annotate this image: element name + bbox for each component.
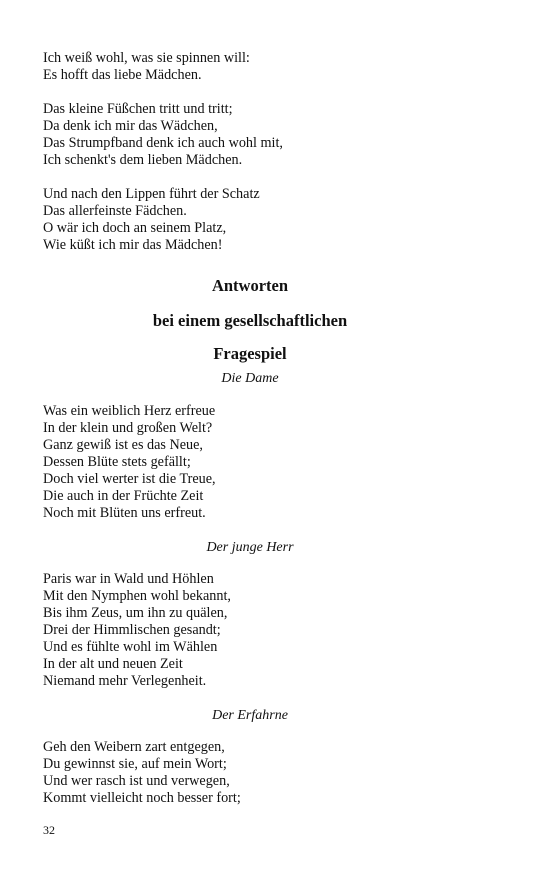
- verse-line: Wie küßt ich mir das Mädchen!: [43, 237, 223, 253]
- verse-line: Das Strumpfband denk ich auch wohl mit,: [43, 135, 283, 151]
- verse-line: Da denk ich mir das Wädchen,: [43, 118, 218, 134]
- speaker-heading: Die Dame: [221, 371, 279, 386]
- verse-line: Kommt vielleicht noch besser fort;: [43, 790, 241, 806]
- speaker-heading: Der junge Herr: [206, 540, 294, 555]
- speaker-heading: Der Erfahrne: [212, 708, 288, 723]
- verse-line: Und nach den Lippen führt der Schatz: [43, 186, 260, 202]
- page-number: 32: [43, 823, 55, 837]
- verse-line: Und es fühlte wohl im Wählen: [43, 639, 218, 655]
- verse-line: Du gewinnst sie, auf mein Wort;: [43, 756, 227, 772]
- verse-line: Mit den Nymphen wohl bekannt,: [43, 588, 231, 604]
- verse-line: Was ein weiblich Herz erfreue: [43, 403, 216, 419]
- verse-line: Drei der Himmlischen gesandt;: [43, 622, 221, 638]
- verse-line: Ich schenkt's dem lieben Mädchen.: [43, 152, 243, 168]
- verse-line: In der alt und neuen Zeit: [43, 656, 183, 672]
- poem-title-line-3: Fragespiel: [213, 344, 287, 363]
- verse-line: Es hofft das liebe Mädchen.: [43, 67, 202, 83]
- stanza-erfahrne: [43, 739, 241, 807]
- stanza-dame: [43, 403, 216, 522]
- poem-title-line-2: bei einem gesellschaftlichen: [152, 311, 348, 330]
- stanza-3: [43, 186, 260, 254]
- verse-line: Noch mit Blüten uns erfreut.: [43, 505, 206, 521]
- stanza-junge-herr: [43, 571, 231, 690]
- verse-line: Niemand mehr Verlegenheit.: [43, 673, 207, 689]
- verse-line: O wär ich doch an seinem Platz,: [43, 220, 227, 236]
- verse-line: In der klein und großen Welt?: [43, 420, 213, 436]
- verse-line: Und wer rasch ist und verwegen,: [43, 773, 230, 789]
- verse-line: Das kleine Füßchen tritt und tritt;: [43, 101, 233, 117]
- verse-line: Das allerfeinste Fädchen.: [43, 203, 187, 219]
- verse-line: Die auch in der Früchte Zeit: [43, 488, 204, 504]
- stanza-2: [43, 101, 283, 169]
- poem-title-line-1: Antworten: [211, 276, 289, 295]
- verse-line: Dessen Blüte stets gefällt;: [43, 454, 191, 470]
- verse-line: Bis ihm Zeus, um ihn zu quälen,: [43, 605, 228, 621]
- verse-line: Ganz gewiß ist es das Neue,: [43, 437, 203, 453]
- stanza-1: [43, 50, 250, 84]
- verse-line: Ich weiß wohl, was sie spinnen will:: [43, 50, 250, 66]
- verse-line: Geh den Weibern zart entgegen,: [43, 739, 225, 755]
- verse-line: Paris war in Wald und Höhlen: [43, 571, 214, 587]
- verse-line: Doch viel werter ist die Treue,: [43, 471, 216, 487]
